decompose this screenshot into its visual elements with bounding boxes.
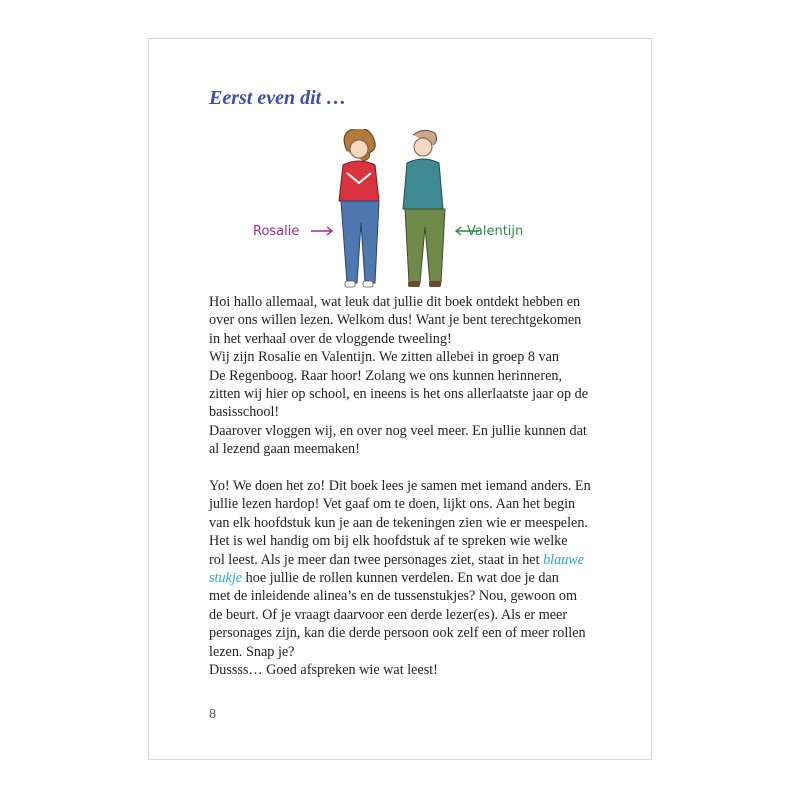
text-line: lezen. Snap je? xyxy=(209,643,295,660)
highlighted-text: blauwe xyxy=(543,551,585,568)
text-line: Yo! We doen het zo! Dit boek lees je samen met iemand anders. En xyxy=(209,478,591,495)
text-line: jullie lezen hardop! Vet gaaf om te doen, lijkt ons. Aan het begin xyxy=(209,496,576,513)
text-line: zitten wij hier op school, en ineens is het ons allerlaatste jaar op de xyxy=(209,386,589,403)
text-line: Wij zijn Rosalie en Valentijn. We zitten allebei in groep 8 van xyxy=(209,349,559,366)
rosalie-arrow xyxy=(311,227,332,235)
text-line: basisschool! xyxy=(209,404,280,421)
text-line: Dussss… Goed afspreken wie wat leest! xyxy=(209,662,438,679)
body-text xyxy=(209,293,609,680)
text-line: in het verhaal over de vloggende tweeling! xyxy=(209,330,452,347)
paragraph-gap xyxy=(209,459,609,477)
text-line: over ons willen lezen. Welkom dus! Want je bent terechtgekomen xyxy=(209,312,582,329)
page-number: 8 xyxy=(209,707,216,722)
text-line: met de inleidende alinea’s en de tussenstukjes? Nou, gewoon om xyxy=(209,588,577,605)
text-line: Hoi hallo allemaal, wat leuk dat jullie dit boek ontdekt hebben en xyxy=(209,294,581,310)
valentijn-label: Valentijn xyxy=(467,224,524,239)
highlighted-text: stukje xyxy=(209,570,243,587)
text-segment: hoe jullie de rollen kunnen verdelen. En wat doe je dan xyxy=(242,570,559,587)
rosalie-figure xyxy=(339,129,379,287)
valentijn-figure xyxy=(403,130,445,287)
text-line: de beurt. Of je vraagt daarvoor een derde lezer(es). Als er meer xyxy=(209,606,568,623)
twins-illustration xyxy=(239,129,549,289)
text-line: De Regenboog. Raar hoor! Zolang we ons kunnen herinneren, xyxy=(209,367,563,384)
chapter-heading: Eerst even dit … xyxy=(209,87,347,109)
text-line: Het is wel handig om bij elk hoofdstuk af te spreken wie welke xyxy=(209,533,568,550)
text-line xyxy=(209,569,609,587)
text-line: Daarover vloggen wij, en over nog veel meer. En jullie kunnen dat xyxy=(209,422,587,439)
text-line: van elk hoofdstuk kun je aan de tekeningen zien wie er meespelen. xyxy=(209,514,588,531)
text-line: personages zijn, kan die derde persoon ook zelf een of meer rollen xyxy=(209,625,586,642)
book-page xyxy=(148,38,652,760)
text-line: al lezend gaan meemaken! xyxy=(209,441,360,458)
rosalie-label: Rosalie xyxy=(253,224,300,239)
text-line xyxy=(209,551,609,569)
text-segment: rol leest. Als je meer dan twee personages ziet, staat in het xyxy=(209,551,544,568)
